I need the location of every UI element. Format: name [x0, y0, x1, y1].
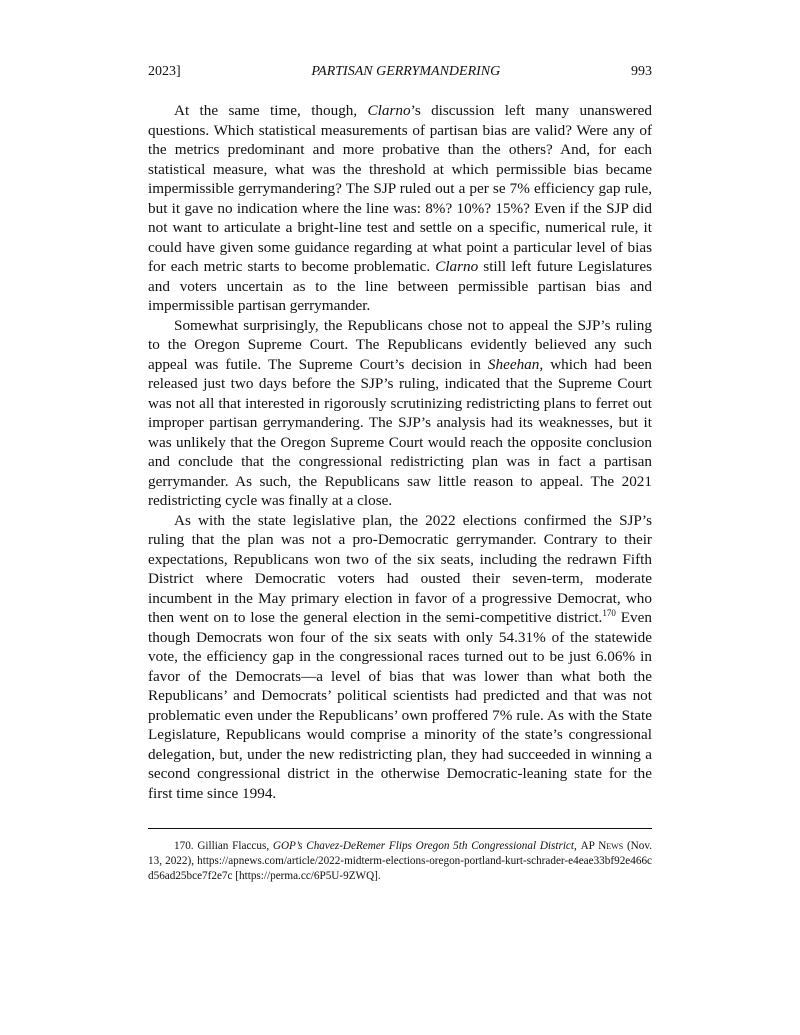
footnote-170: [148, 839, 652, 884]
header-title: PARTISAN GERRYMANDERING: [311, 64, 501, 79]
footnote-separator: ,: [574, 840, 581, 852]
p1-text-c: ’s discussion left many unanswered questions. Which statistical measurements of partisan bias are valid? Were any of the metrics predominant and more probative than the others? And, for each statistical measure, what was the threshold at which permissible bias became impermissible gerrymandering? The SJP ruled out a per se 7% efficiency gap rule, but it gave no indication where the line was: 8%? 10%? 15%? Even if the SJP did not want to articulate a bright-line test and settle on a specific, numerical rule, it could have given some guidance regarding at what point a particular level of bias for each metric starts to become problematic.: [148, 102, 652, 275]
case-name-clarno: Clarno: [367, 102, 411, 119]
paragraph-2: [148, 316, 652, 511]
footnote-url-link[interactable]: https://apnews.com/article/2022-midterm-elections-oregon-portland-kurt-schrader-e4eae33bf92e466cd56ad25bce7f2e7c: [148, 855, 652, 882]
page-number: 993: [630, 64, 652, 79]
case-name-sheehan: Sheehan: [487, 355, 540, 373]
p3-text-a: As with the state legislative plan, the 2022 elections confirmed the SJP’s ruling that the plan was not a pro-Democratic gerrymander. Contrary to their expectations, Republicans won two of the six seats, including the redrawn Fifth District where Democratic voters had ousted their seven-term, moderate incumbent in the May primary election in favor of a progressive Democrat, who then went on to lose the general election in the semi-competitive district.: [148, 511, 652, 626]
running-header: [148, 63, 652, 81]
p1-text-e: still left future Legislatures and voters uncertain as to the line between permissible partisan bias and impermissible partisan gerrymander.: [148, 258, 652, 314]
p1-text-a: At the same time, though,: [174, 102, 368, 119]
footnote-text: [148, 839, 652, 884]
footnote-reference[interactable]: 170: [602, 607, 616, 618]
p3-text-b: Even though Democrats won four of the six seats with only 54.31% of the statewide vote, the efficiency gap in the congressional races turned out to be just 6.06% in favor of the Democrats—a level of bias that was lower than what both the Republicans’ and Democrats’ political scientists had predicted and that was not problematic even under the Republicans’ own proffered 7% rule. As with the State Legislature, Republicans would comprise a minority of the state’s congressional delegation, but, under the new redistricting plan, they had succeeded in winning a second congressional district in the otherwise Democratic-leaning state for the first time since 1994.: [148, 609, 652, 802]
footnote-perma-link[interactable]: [https://perma.cc/6P5U-9ZWQ].: [232, 870, 381, 882]
p2-text-c: , which had been released just two days before the SJP’s ruling, indicated that the Supreme Court was not all that interested in rigorously scrutinizing redistricting plans to ferret out improper partisan gerrymandering. The SJP’s analysis had its weaknesses, but it was unlikely that the Oregon Supreme Court would reach the opposite conclusion and conclude that the congressional redistricting plan was in fact a partisan gerrymander. As such, the Republicans saw little reason to appeal. The 2021 redistricting cycle was finally at a close.: [148, 355, 652, 509]
footnote-article-title: GOP’s Chavez-DeRemer Flips Oregon 5th Congressional District: [272, 840, 575, 852]
paragraph-1: [148, 101, 652, 316]
p2-text-a: Somewhat surprisingly, the Republicans chose not to appeal the SJP’s ruling to the Oregon Supreme Court. The Republicans evidently believed any such appeal was futile. The Supreme Court’s decision in: [148, 316, 652, 373]
case-name-clarno-2: Clarno: [435, 258, 479, 275]
footnote-author: Gillian Flaccus,: [193, 840, 273, 852]
footnote-date: (Nov. 13, 2022),: [148, 840, 653, 867]
header-year: 2023]: [148, 64, 181, 79]
body-text: [148, 101, 652, 803]
footnote-number: 170.: [174, 840, 194, 852]
footnote-divider: [148, 828, 652, 829]
footnote-source: AP News: [580, 840, 624, 852]
paragraph-3: [148, 511, 652, 804]
